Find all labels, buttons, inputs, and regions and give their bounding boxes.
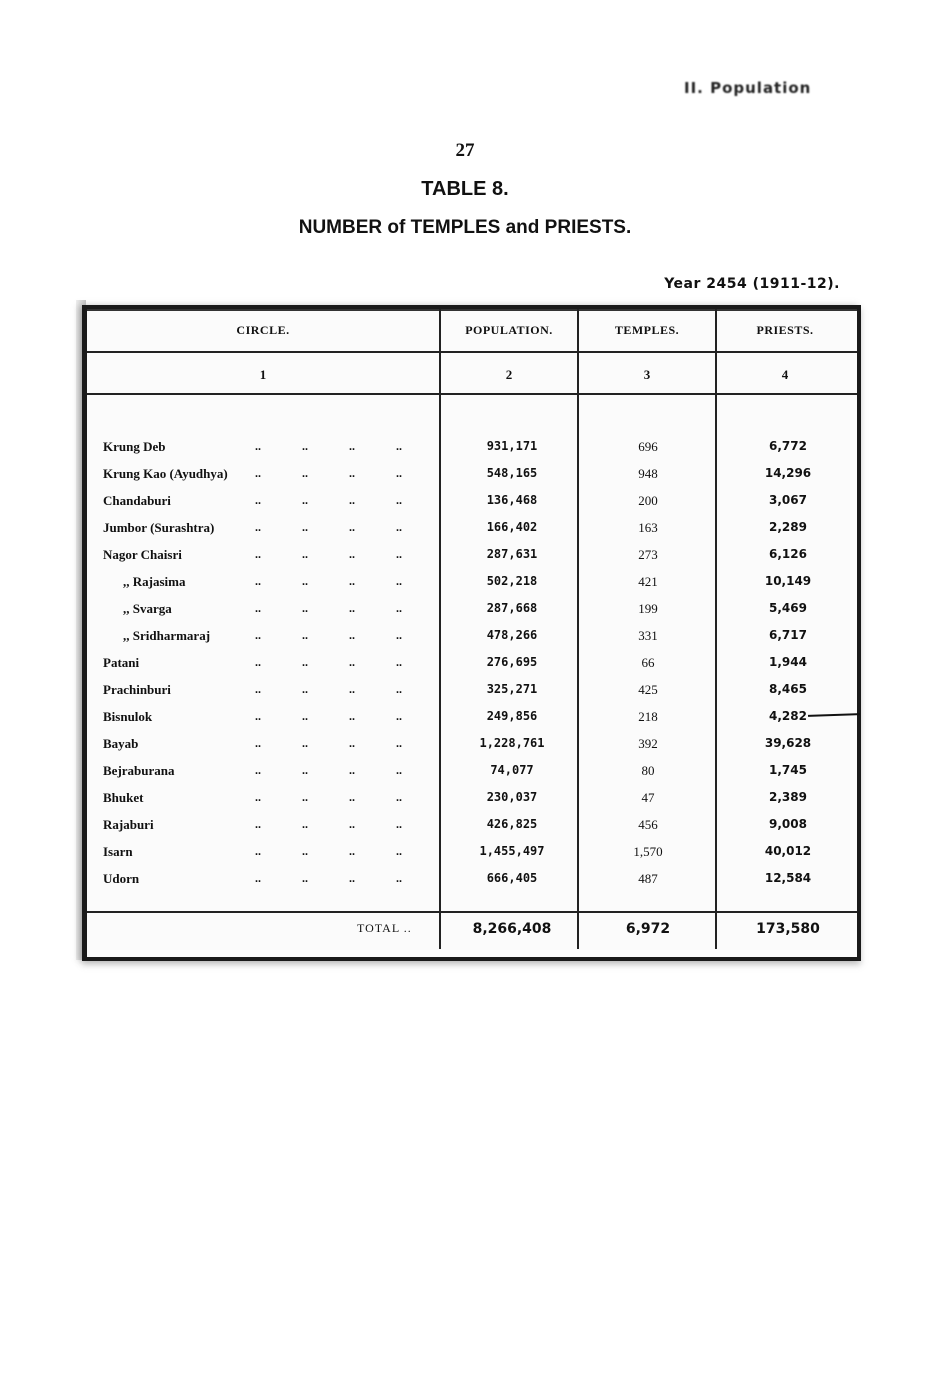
- temples-value: 80: [641, 763, 655, 778]
- leader-dots: .. .. .. ..: [255, 574, 402, 588]
- priests-value: 5,469: [769, 601, 807, 615]
- header-priests: PRIESTS.: [756, 323, 814, 337]
- priests-value: 3,067: [769, 493, 807, 507]
- population-value: 502,218: [486, 574, 538, 588]
- temples-value: 66: [641, 655, 655, 670]
- temples-value: 200: [638, 493, 658, 508]
- circle-name: Isarn: [103, 844, 133, 859]
- population-value: 666,405: [486, 871, 538, 885]
- population-value: 426,825: [486, 817, 538, 831]
- total-label: TOTAL ..: [357, 921, 412, 935]
- leader-dots: .. .. .. ..: [255, 655, 402, 669]
- table-row: [87, 736, 857, 762]
- column-number: 1: [259, 367, 267, 382]
- table-row: [87, 547, 857, 573]
- population-value: 548,165: [486, 466, 538, 480]
- circle-name: Udorn: [103, 871, 140, 886]
- priests-value: 10,149: [764, 574, 812, 588]
- population-value: 230,037: [486, 790, 538, 804]
- page-number: 27: [455, 140, 475, 161]
- population-value: 276,695: [486, 655, 538, 669]
- circle-name: Krung Deb: [103, 439, 166, 454]
- table-row: [87, 574, 857, 600]
- population-value: 136,468: [486, 493, 538, 507]
- priests-value: 6,717: [769, 628, 807, 642]
- table-row: [87, 844, 857, 870]
- leader-dots: .. .. .. ..: [255, 547, 402, 561]
- circle-name: Bisnulok: [103, 709, 153, 724]
- page-header-mark: II. Population: [684, 79, 812, 97]
- column-number: 4: [781, 367, 789, 382]
- leader-dots: .. .. .. ..: [255, 736, 402, 750]
- population-value: 325,271: [486, 682, 538, 696]
- circle-name: Jumbor (Surashtra): [103, 520, 215, 535]
- total-row: [87, 921, 857, 951]
- circle-name: Prachinburi: [103, 682, 171, 697]
- header-population: POPULATION.: [465, 323, 553, 337]
- table-row: [87, 763, 857, 789]
- priests-value: 40,012: [764, 844, 812, 858]
- table-row: [87, 682, 857, 708]
- circle-name: ,, Rajasima: [123, 574, 186, 589]
- table-top-rule: [87, 309, 857, 311]
- table-row: [87, 439, 857, 465]
- population-value: 478,266: [486, 628, 538, 642]
- priests-value: 9,008: [769, 817, 807, 831]
- priests-value: 1,944: [769, 655, 807, 669]
- total-temples: 6,972: [625, 921, 671, 937]
- leader-dots: .. .. .. ..: [255, 601, 402, 615]
- temples-value: 696: [638, 439, 658, 454]
- population-value: 287,631: [486, 547, 538, 561]
- temples-value: 218: [638, 709, 658, 724]
- column-number: 3: [643, 367, 651, 382]
- population-value: 931,171: [486, 439, 538, 453]
- header-rule: [87, 351, 857, 353]
- leader-dots: .. .. .. ..: [255, 763, 402, 777]
- leader-dots: .. .. .. ..: [255, 817, 402, 831]
- population-value: 249,856: [486, 709, 538, 723]
- priests-value: 6,772: [769, 439, 807, 453]
- total-priests: 173,580: [756, 921, 820, 937]
- circle-name: ,, Sridharmaraj: [123, 628, 211, 643]
- column-number: 2: [505, 367, 513, 382]
- temples-value: 392: [638, 736, 658, 751]
- data-table: [82, 305, 861, 961]
- temples-value: 421: [638, 574, 658, 589]
- table-row: [87, 871, 857, 897]
- circle-name: Patani: [103, 655, 140, 670]
- table-title: TABLE 8.: [421, 178, 509, 200]
- temples-value: 273: [638, 547, 658, 562]
- table-row: [87, 628, 857, 654]
- priests-value: 6,126: [769, 547, 807, 561]
- circle-name: Krung Kao (Ayudhya): [103, 466, 228, 481]
- priests-value: 39,628: [764, 736, 812, 750]
- header-circle: CIRCLE.: [236, 323, 290, 337]
- total-rule: [87, 911, 857, 913]
- leader-dots: .. .. .. ..: [255, 844, 402, 858]
- priests-value: 12,584: [764, 871, 812, 885]
- circle-name: Bayab: [103, 736, 139, 751]
- temples-value: 948: [638, 466, 658, 481]
- priests-value: 1,745: [769, 763, 807, 777]
- temples-value: 487: [638, 871, 658, 886]
- table-row: [87, 790, 857, 816]
- priests-value: 8,465: [769, 682, 807, 696]
- table-subtitle: NUMBER of TEMPLES and PRIESTS.: [298, 217, 632, 238]
- temples-value: 47: [641, 790, 655, 805]
- leader-dots: .. .. .. ..: [255, 520, 402, 534]
- temples-value: 456: [638, 817, 658, 832]
- table-row: [87, 493, 857, 519]
- table-row: [87, 601, 857, 627]
- circle-name: Bejraburana: [103, 763, 175, 778]
- leader-dots: .. .. .. ..: [255, 871, 402, 885]
- population-value: 166,402: [486, 520, 538, 534]
- priests-value: 14,296: [764, 466, 812, 480]
- leader-dots: .. .. .. ..: [255, 709, 402, 723]
- leader-dots: .. .. .. ..: [255, 682, 402, 696]
- population-value: 1,228,761: [479, 736, 545, 750]
- table-row: [87, 520, 857, 546]
- table-row: [87, 655, 857, 681]
- header-temples: TEMPLES.: [614, 323, 680, 337]
- circle-name: Chandaburi: [103, 493, 171, 508]
- temples-value: 1,570: [633, 844, 663, 859]
- year-label: Year 2454 (1911-12).: [664, 276, 840, 292]
- population-value: 1,455,497: [479, 844, 545, 858]
- temples-value: 331: [638, 628, 658, 643]
- leader-dots: .. .. .. ..: [255, 466, 402, 480]
- temples-value: 163: [638, 520, 658, 535]
- table-row: [87, 709, 857, 735]
- circle-name: Nagor Chaisri: [103, 547, 182, 562]
- leader-dots: .. .. .. ..: [255, 790, 402, 804]
- total-population: 8,266,408: [472, 921, 552, 937]
- priests-value: 2,389: [769, 790, 807, 804]
- circle-name: Rajaburi: [103, 817, 154, 832]
- column-number-rule: [87, 393, 857, 395]
- temples-value: 199: [638, 601, 658, 616]
- population-value: 74,077: [490, 763, 534, 777]
- circle-name: Bhuket: [103, 790, 144, 805]
- leader-dots: .. .. .. ..: [255, 628, 402, 642]
- temples-value: 425: [638, 682, 658, 697]
- leader-dots: .. .. .. ..: [255, 439, 402, 453]
- circle-name: ,, Svarga: [123, 601, 172, 616]
- population-value: 287,668: [486, 601, 538, 615]
- leader-dots: .. .. .. ..: [255, 493, 402, 507]
- table-row: [87, 466, 857, 492]
- priests-value: 2,289: [769, 520, 807, 534]
- table-row: [87, 817, 857, 843]
- priests-value: 4,282: [769, 709, 807, 723]
